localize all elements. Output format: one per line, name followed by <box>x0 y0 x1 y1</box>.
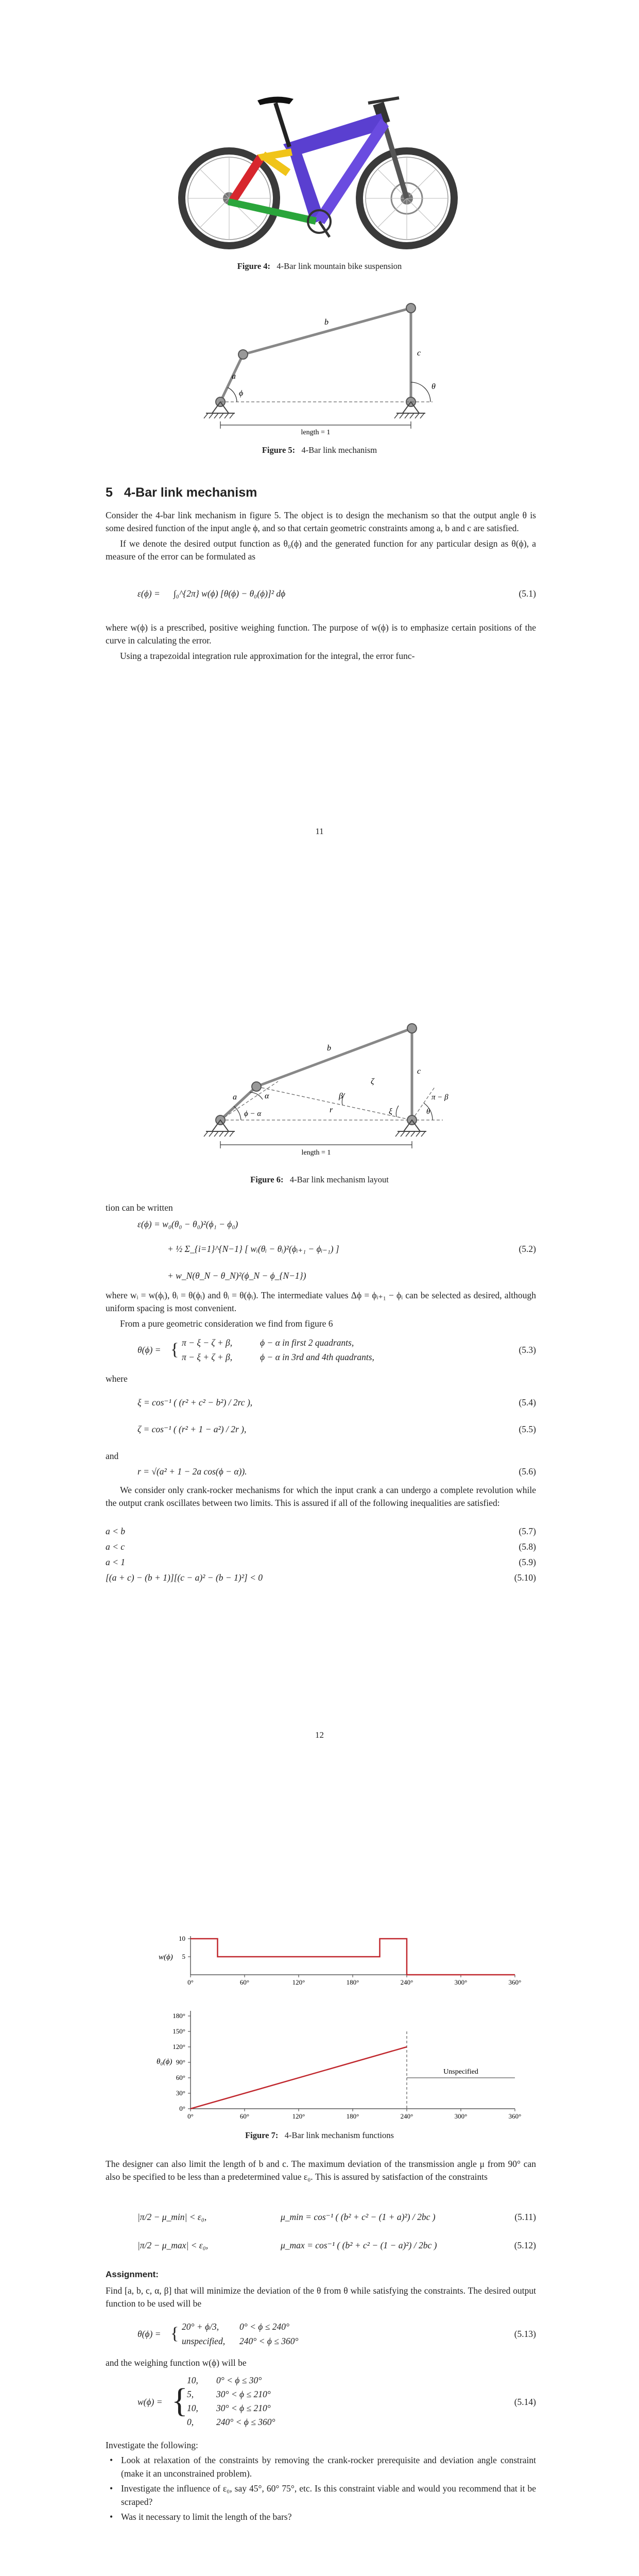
label-a: a <box>233 1093 237 1101</box>
case-expression: 20° + ϕ/3, <box>182 2321 219 2332</box>
paragraph: tion can be written <box>106 1202 173 1213</box>
y-tick-label: 0° <box>179 2105 185 2112</box>
ground-pivot-right <box>395 1115 426 1137</box>
equation-5-12 <box>106 2235 536 2258</box>
caption-label: Figure 4: <box>237 261 271 271</box>
paragraph: Investigate the following: <box>106 2440 198 2450</box>
label-a: a <box>232 372 236 381</box>
output-function-plot <box>154 2003 525 2122</box>
label-theta: θ <box>426 1108 430 1116</box>
paragraph: Find [a, b, c, α, β] that will minimize the deviation of the θ from θ while satisfying the constraints. The desired output function to be used will be <box>106 2285 536 2309</box>
equation-number: (5.6) <box>519 1466 536 1477</box>
equation-5-3 <box>106 1336 536 1365</box>
paragraph: where w(ϕ) is a prescribed, positive weighing function. The purpose of w(ϕ) is to emphasize certain positions of the curve in calculating the error. <box>106 622 536 646</box>
paragraph-block <box>106 2158 536 2186</box>
case-condition: ϕ − α in 3rd and 4th quadrants, <box>260 1352 374 1362</box>
weight-function-plot <box>154 1931 525 1988</box>
y-tick-label: 5 <box>182 1953 185 1960</box>
inequality-5-9 <box>106 1556 536 1571</box>
list-item: • Look at relaxation of the constraints by removing the crank-rocker prerequisite and deviation angle constraint (make it an unconstrained problem). <box>106 2454 536 2480</box>
label-theta: θ <box>431 382 436 391</box>
y-tick-label: 90° <box>176 2058 185 2066</box>
equation-lhs: |π/2 − μ_max| < ε₀, <box>137 2240 209 2250</box>
caption-label: Figure 7: <box>245 2130 279 2140</box>
equation-number: (5.2) <box>519 1244 536 1254</box>
paragraph-block <box>106 1484 536 1512</box>
equation-5-13 <box>106 2320 536 2349</box>
investigation-list <box>106 2454 536 2523</box>
y-tick-label: 10 <box>179 1935 185 1942</box>
page-13 <box>0 1807 639 2576</box>
equation-line: + ½ Σ_{i=1}^{N−1} [ wᵢ(θᵢ − θᵢ)²(ϕᵢ₊₁ − ϕᵢ₋₁) ] <box>167 1244 339 1254</box>
case-expression: π − ξ + ζ + β, <box>182 1352 233 1362</box>
label-phi-minus-alpha: ϕ − α <box>244 1110 262 1118</box>
section-body-continued <box>106 621 536 665</box>
page-number: 12 <box>315 1730 324 1740</box>
inequality-5-7 <box>106 1525 536 1540</box>
section-title: 4-Bar link mechanism <box>124 485 257 500</box>
link-b <box>256 1028 412 1087</box>
figure-4-caption <box>0 260 639 273</box>
equation-number: (5.12) <box>514 2240 536 2250</box>
caption-text: 4-Bar link mountain bike suspension <box>277 261 402 271</box>
x-tick-label: 300° <box>454 2112 468 2120</box>
page-11 <box>0 0 639 904</box>
equation: ζ = cos⁻¹ ( (r² + 1 − a²) / 2r ), <box>137 1424 247 1434</box>
case-expression: 10, <box>187 2375 198 2385</box>
equation-rhs: μ_max = cos⁻¹ ( (b² + c² − (1 − a)²) / 2bc ) <box>281 2240 437 2250</box>
paragraph: Consider the 4-bar link mechanism in figure 5. The object is to design the mechanism so that the output angle θ is some desired function of the input angle ϕ, and so that certain geometric constraints among a, b and c are satisfied. <box>106 510 536 534</box>
case-condition: 30° < ϕ ≤ 210° <box>216 2403 271 2413</box>
list-item: • Investigate the influence of ε₀, say 45°, 60° 75°, etc. Is this constraint viable and would you recommend that it be scraped? <box>106 2482 536 2509</box>
equation-number: (5.3) <box>519 1345 536 1355</box>
equation-5-6 <box>106 1465 536 1481</box>
four-bar-diagram <box>201 278 443 438</box>
equation-lhs: θ(ϕ) = <box>137 2329 161 2339</box>
case-expression: 0, <box>187 2417 194 2427</box>
paragraph-block <box>106 1450 536 1465</box>
label-c: c <box>417 1067 421 1076</box>
x-tick-label: 120° <box>292 2112 305 2120</box>
equation-number: (5.4) <box>519 1397 536 1408</box>
brace: { <box>170 1340 179 1359</box>
caption-label: Figure 6: <box>250 1175 284 1184</box>
equation-number: (5.7) <box>519 1526 536 1536</box>
equation-number: (5.5) <box>519 1424 536 1434</box>
equation-line: + w_N(θ_N − θ_N)²(ϕ_N − ϕ_{N−1}) <box>167 1270 306 1281</box>
paragraph: Using a trapezoidal integration rule approximation for the integral, the error func- <box>120 650 415 661</box>
case-expression: unspecified, <box>182 2336 226 2346</box>
case-expression: π − ξ − ζ + β, <box>182 1337 233 1348</box>
brace: { <box>170 2324 179 2343</box>
paragraph: where wᵢ = w(ϕᵢ), θᵢ = θ(ϕᵢ) and θᵢ = θ(ϕᵢ). The intermediate values Δϕ = ϕᵢ₊₁ − ϕᵢ can be selected as desired, although uniform spacing is most convenient. <box>106 1290 536 1314</box>
equation-lhs: w(ϕ) = <box>137 2397 163 2407</box>
case-condition: 0° < ϕ ≤ 30° <box>216 2375 262 2385</box>
x-tick-label: 0° <box>187 1978 194 1986</box>
paragraph-block <box>106 2357 536 2371</box>
figure-7-caption <box>0 2129 639 2142</box>
x-tick-label: 360° <box>508 2112 522 2120</box>
label-c: c <box>417 349 421 358</box>
equation-5-14 <box>106 2374 536 2432</box>
equation-lhs: θ(ϕ) = <box>137 1345 161 1355</box>
y-tick-label: 150° <box>172 2027 185 2035</box>
x-tick-label: 120° <box>292 1978 305 1986</box>
equation-lhs: |π/2 − μ_min| < ε₀, <box>137 2212 207 2222</box>
label-length: length = 1 <box>301 1149 331 1157</box>
paragraph: We consider only crank-rocker mechanisms for which the input crank a can undergo a complete revolution while the output crank oscillates between two limits. This is assured if all of the following inequalities are satisfied: <box>106 1485 536 1509</box>
x-tick-label: 60° <box>239 2112 250 2120</box>
paragraph: and the weighing function w(ϕ) will be <box>106 2358 247 2368</box>
brace: { <box>171 2382 188 2419</box>
paragraph-block <box>106 1372 536 1387</box>
figure-6-caption <box>0 1174 639 1186</box>
equation-5-1 <box>106 578 536 614</box>
figure-5-caption <box>0 444 639 456</box>
equation-lhs: ε(ϕ) = <box>137 588 160 599</box>
paragraph-block <box>106 1201 536 1216</box>
label-b: b <box>324 318 329 327</box>
case-condition: ϕ − α in first 2 quadrants, <box>260 1337 354 1348</box>
paragraph: If we denote the desired output function as θ₀(ϕ) and the generated function for any particular design as θ(ϕ), a measure of the error can be formulated as <box>106 538 536 562</box>
caption-text: 4-Bar link mechanism functions <box>284 2130 394 2140</box>
equation-number: (5.13) <box>514 2329 536 2339</box>
y-tick-label: 30° <box>176 2089 185 2097</box>
case-condition: 240° < ϕ ≤ 360° <box>239 2336 299 2346</box>
desired-output-line <box>191 2047 407 2109</box>
ground-pivot-left <box>204 397 235 418</box>
label-zeta: ζ <box>371 1077 374 1086</box>
caption-text: 4-Bar link mechanism <box>301 445 377 455</box>
equation-5-11 <box>106 2207 536 2229</box>
page-12 <box>0 904 639 1807</box>
label-pi-minus-beta: π − β <box>431 1093 448 1101</box>
section-body <box>106 509 536 566</box>
paragraph: The designer can also limit the length of b and c. The maximum deviation of the transmission angle μ from 90° can also be specified to be less than a predetermined value ε₀. This is assured by satisfaction of the constraints <box>106 2159 536 2182</box>
x-tick-label: 180° <box>346 1978 359 1986</box>
inequality: [(a + c) − (b + 1)][(c − a)² − (b − 1)²] < 0 <box>106 1572 263 1583</box>
equation-5-2 <box>106 1218 536 1285</box>
inequality: a < c <box>106 1541 125 1552</box>
equation-number: (5.9) <box>519 1557 536 1567</box>
weight-function-line <box>191 1939 515 1975</box>
equation-number: (5.14) <box>514 2397 536 2407</box>
caption-label: Figure 5: <box>262 445 296 455</box>
label-alpha: α <box>265 1092 269 1100</box>
ground-pivot-right <box>394 397 425 418</box>
paragraph-block <box>106 1289 536 1332</box>
equation-number: (5.8) <box>519 1541 536 1552</box>
equation-5-4 <box>106 1392 536 1413</box>
equation: r = √(a² + 1 − 2a cos(ϕ − α)). <box>137 1466 247 1477</box>
four-bar-layout-diagram <box>201 996 453 1166</box>
label-r: r <box>330 1106 333 1114</box>
y-axis-label: θ₀(ϕ) <box>157 2058 172 2066</box>
equation: ξ = cos⁻¹ ( (r² + c² − b²) / 2rc ), <box>137 1397 253 1408</box>
y-tick-label: 60° <box>176 2074 185 2081</box>
equation-rhs: ∫₀^{2π} w(ϕ) [θ(ϕ) − θ₀(ϕ)]² dϕ <box>174 588 286 599</box>
y-axis-label: w(ϕ) <box>159 1953 173 1961</box>
label-phi: ϕ <box>239 389 244 398</box>
x-tick-label: 360° <box>508 1978 522 1986</box>
equation-number: (5.1) <box>519 588 536 599</box>
list-item: • Was it necessary to limit the length of the bars? <box>106 2511 536 2523</box>
x-tick-label: 240° <box>400 1978 413 1986</box>
section-heading <box>106 483 257 502</box>
x-tick-label: 60° <box>239 1978 250 1986</box>
equation-line: ε(ϕ) = w₀(θ₀ − θ₀)²(ϕ₁ − ϕ₀) <box>137 1219 238 1229</box>
ground-pivot-left <box>204 1115 235 1137</box>
x-tick-label: 180° <box>346 2112 359 2120</box>
case-condition: 240° < ϕ ≤ 360° <box>216 2417 275 2427</box>
x-tick-label: 240° <box>400 2112 413 2120</box>
equation-number: (5.10) <box>514 1572 536 1583</box>
case-expression: 10, <box>187 2403 198 2413</box>
investigate-block <box>106 2439 536 2526</box>
inequality: a < 1 <box>106 1557 126 1567</box>
caption-text: 4-Bar link mechanism layout <box>289 1175 389 1184</box>
label-beta: β <box>339 1092 343 1100</box>
case-expression: 5, <box>187 2389 194 2399</box>
case-condition: 0° < ϕ ≤ 240° <box>239 2321 289 2332</box>
x-tick-label: 0° <box>187 2112 194 2120</box>
label-b: b <box>327 1044 331 1053</box>
equation-5-5 <box>106 1419 536 1439</box>
link-b <box>243 308 411 354</box>
y-tick-label: 180° <box>172 2012 185 2020</box>
x-tick-label: 300° <box>454 1978 468 1986</box>
paragraph: and <box>106 1451 119 1461</box>
equation-rhs: μ_min = cos⁻¹ ( (b² + c² − (1 + a)²) / 2bc ) <box>281 2212 436 2222</box>
y-tick-label: 120° <box>172 2043 185 2050</box>
inequality-5-10 <box>106 1571 536 1587</box>
section-number: 5 <box>106 485 113 500</box>
assignment-heading: Assignment: <box>106 2269 159 2279</box>
unspecified-annotation: Unspecified <box>443 2068 478 2076</box>
equation-number: (5.11) <box>514 2212 536 2222</box>
page-number: 11 <box>315 826 324 836</box>
label-length: length = 1 <box>301 429 331 436</box>
label-xi: ξ <box>389 1107 392 1116</box>
case-condition: 30° < ϕ ≤ 210° <box>216 2389 271 2399</box>
paragraph: where <box>106 1374 128 1384</box>
inequality: a < b <box>106 1526 126 1536</box>
paragraph: From a pure geometric consideration we find from figure 6 <box>120 1318 333 1329</box>
paragraph-block <box>106 2284 536 2313</box>
mountain-bike-illustration <box>170 82 463 252</box>
inequality-5-8 <box>106 1540 536 1556</box>
